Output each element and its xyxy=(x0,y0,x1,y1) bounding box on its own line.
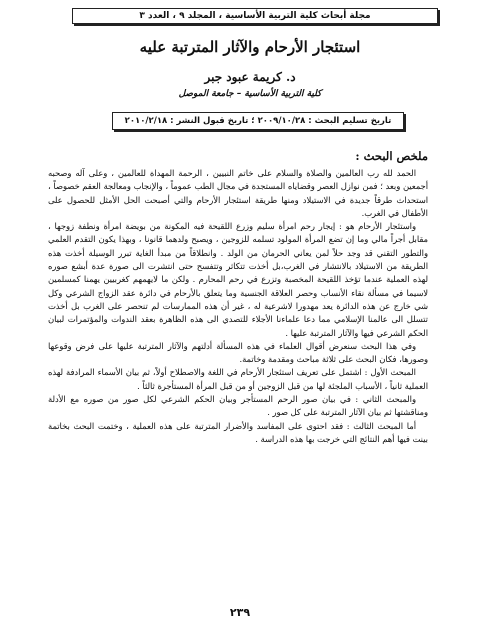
abstract-paragraph: المبحث الأول : اشتمل على تعريف استئجار الأرحام في اللغة والاصطلاح أولاً، ثم بيان الأسماء المرادفة لهذه العملية ثانياً ، الأسباب الملجئة لها من قبل الزوجين أو من قبل المرأة المستأجرة ثالثاً . xyxy=(48,367,428,391)
abstract-paragraph: الحمد لله رب العالمين والصلاة والسلام على خاتم النبيين ، الرحمة المهداة للعالمين ، وعلى آله وصحبه أجمعين وبعد ؛ فمن نوازل العصر وقضاياه المستجدة في مجال الطب عموماً ، والإنجاب ومعالجة العقم خصوصاً ، استحداث طرقاً جديدة في الاستيلاد ومنها طريقة استئجار الأرحام والتي أصبحت الحل الأمثل للحصول على الأطفال في الغرب. xyxy=(48,168,428,218)
author-affiliation: كلية التربية الأساسية – جامعة الموصل xyxy=(178,89,322,99)
page-number: ٢٣٩ xyxy=(229,606,251,619)
abstract-paragraph: أما المبحث الثالث : فقد احتوى على المفاسد والأضرار المترتبة على هذه العملية ، وختمت البحث بخاتمة بينت فيها أهم النتائج التي خرجت بها هذه الدراسة . xyxy=(48,420,428,444)
author-name: د. كريمة عبود جبر xyxy=(204,70,296,84)
abstract-heading: ملخص البحث : xyxy=(355,149,428,163)
abstract-paragraph: والمبحث الثاني : في بيان صور الرحم المستأجر وبيان الحكم الشرعي لكل صور من صوره مع الأدلة ومناقشتها ثم بيان الآثار المترتبة على كل صور . xyxy=(48,394,428,418)
abstract-paragraph: واستئجار الأرحام هو : إيجار رحم امرأة سليم وزرع اللقيحة فيه المكونة من بويضة امرأة ونطفة زوجها ، مقابل أجراً مالي وما إن تضع المرأة المولود تسلمه للزوجين ، ويصبح ولدهما قانونا ، وبهذا يكون التقدم العلمي والتطور التقني قد وجد حلاً لمن يعاني الحرمان من الولد . وانطلاقاً من مبدأ الغاية تبرر الوسيلة أخذت هذه الطريقة من الاستيلاد بالانتشار في الغرب،بل أخذت تتكاثر وتتفسح حتى انتشرت الى صورة عدة أبشع صوره لهذه العملية عندما تؤخذ اللقيحة المخصبة وتزرع في رحم المحارم . ولكن ما لايهمهم كغربيين يهمنا كمسلمين لاسيما في مسألة نقاء الأنساب وحصر العلاقة الجنسية وما يتعلق بالأرحام في دائرة عقد الزواج الشرعي وكل شي خارج عن هذه الدائرة يعد مهدورا لاشرعية له ، غير أن هذه الممارسات لم تنحصر على الغرب بل أخذت تتسلل الى عالمنا الإسلامي مما دعا علماءنا الأجلاء للتصدي الى هذه الظاهرة بعقد الندوات والمؤتمرات لبيان الحكم الشرعي فيها والآثار المترتبة عليها . xyxy=(48,221,428,338)
journal-header-text: مجلة أبحاث كلية التربية الأساسية ، المجلد ٩ ، العدد ٣ xyxy=(139,11,371,21)
submission-dates-text: تاريخ تسليم البحث : ٢٠٠٩/١٠/٢٨ ؛ تاريخ قبول النشر : ٢٠١٠/٢/١٨ xyxy=(124,116,392,126)
submission-dates xyxy=(112,112,404,130)
paper-title: استئجار الأرحام والآثار المترتبة عليه xyxy=(139,38,361,56)
abstract-body xyxy=(48,167,428,446)
abstract-paragraph: وفي هذا البحث سنعرض أقوال العلماء في هذه المسألة أدلتهم والآثار المترتبة عليها على فرض وقوعها وصورها، فكان البحث على ثلاثة مباحث ومقدمة وخاتمة. xyxy=(48,340,428,365)
journal-header xyxy=(72,8,438,24)
